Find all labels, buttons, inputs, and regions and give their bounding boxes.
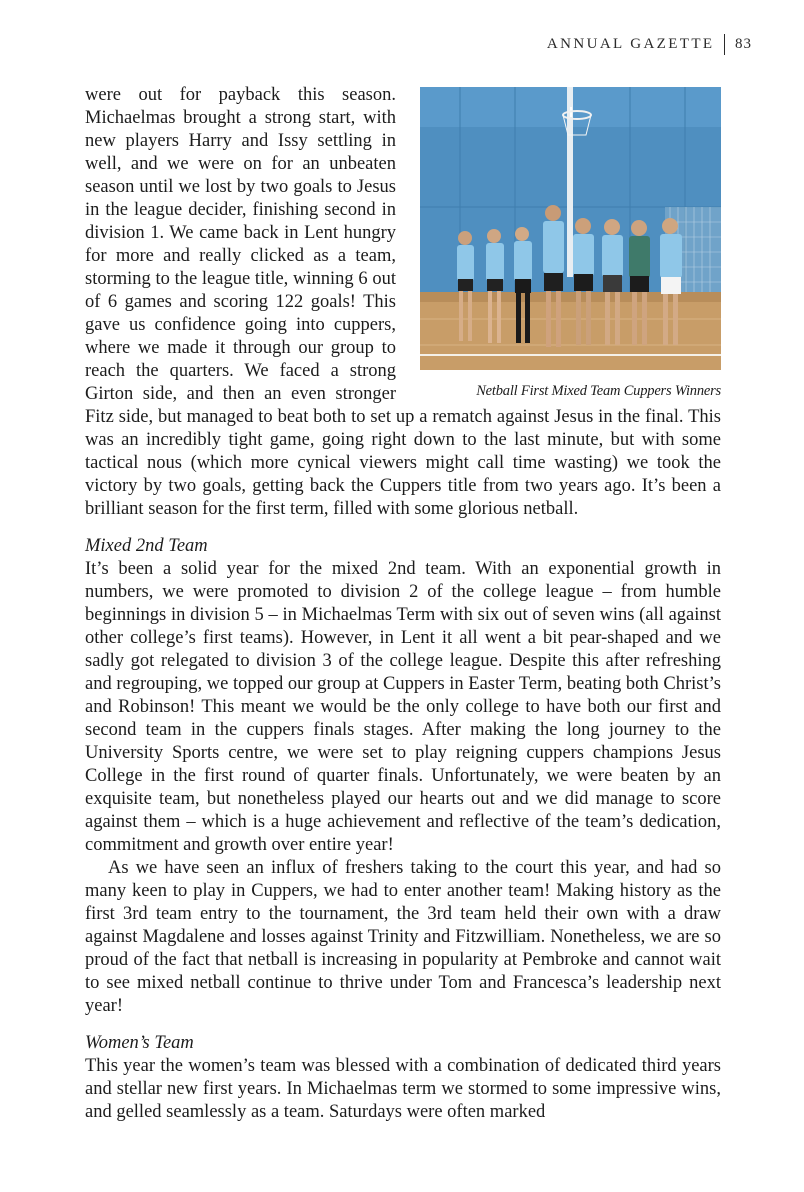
womens-team-paragraph: This year the women’s team was blessed with a combination of dedicated third years and stellar new first years. In Michaelmas term we stormed to some impressive wins, and gelled seamlessly as a team. Saturdays were often marked — [85, 1056, 721, 1122]
page-number: 83 — [735, 35, 752, 52]
mixed-2nd-team-heading: Mixed 2nd Team — [85, 536, 208, 556]
team-photo-figure — [420, 87, 721, 400]
mixed-2nd-team-paragraph-2: As we have seen an influx of freshers taking to the court this year, and had so many keen to play in Cuppers, we had to enter another team! Making history as the first 3rd team entry to the tournament, the 3rd team held their own with a draw against Magdalene and losses against Trinity and Fitzwilliam. Nonetheless, we are so proud of the fact that netball is increasing in popularity at Pembroke and cannot wait to see mixed netball continue to thrive under Tom and Francesca’s leadership next year! — [85, 858, 721, 1016]
photo-caption: Netball First Mixed Team Cuppers Winners — [476, 383, 721, 399]
first-team-paragraph: were out for payback this season. Michaelmas brought a strong start, with new players Harry and Issy settling in well, and we were on for an unbeaten season until we lost by two goals to Jesus in the league decider, finishing second in division 1. We came back in Lent hungry for more and really clicked as a team, storming to the league title, winning 6 out of 6 games and scoring 122 goals! This gave us confidence going into cuppers, where we made it through our group to reach the quarters. We faced a strong Girton side, and then an even stronger Fitz side, but managed to beat both to set up a rematch against Jesus in the final. This was an incredibly tight game, going right down to the last minute, but with some tactical nous (which more cynical viewers might call time wasting) we took the victory by two goals, getting back the Cuppers title from two years ago. It’s been a brilliant season for the first term, filled with some glorious netball. — [85, 85, 721, 519]
womens-team-heading: Women’s Team — [85, 1033, 194, 1053]
article-body — [85, 84, 721, 1124]
mixed-2nd-team-paragraph-1: It’s been a solid year for the mixed 2nd team. With an exponential growth in numbers, we were promoted to division 2 of the college league – from humble beginnings in division 5 – in Michaelmas Term with six out of seven wins (all against other college’s first teams). However, in Lent it all went a bit pear-shaped and we sadly got relegated to division 3 of the college league. Despite this after refreshing and regrouping, we topped our group at Cuppers in Easter Term, beating both Christ’s and Robinson! This meant we would be the only college to have both our first and second team in the cuppers finals stages. After making the long journey to the University Sports centre, we were set to play reigning cuppers champions Jesus College in the first round of quarter finals. Unfortunately, we were beaten by an exquisite team, but nonetheless played our hearts out and we did manage to score against them – which is a huge achievement and reflective of the team’s dedication, commitment and growth over entire year! — [85, 559, 721, 855]
running-header — [547, 33, 752, 55]
header-divider — [724, 34, 726, 55]
team-photo — [420, 87, 721, 370]
publication-title: ANNUAL GAZETTE — [546, 35, 715, 52]
